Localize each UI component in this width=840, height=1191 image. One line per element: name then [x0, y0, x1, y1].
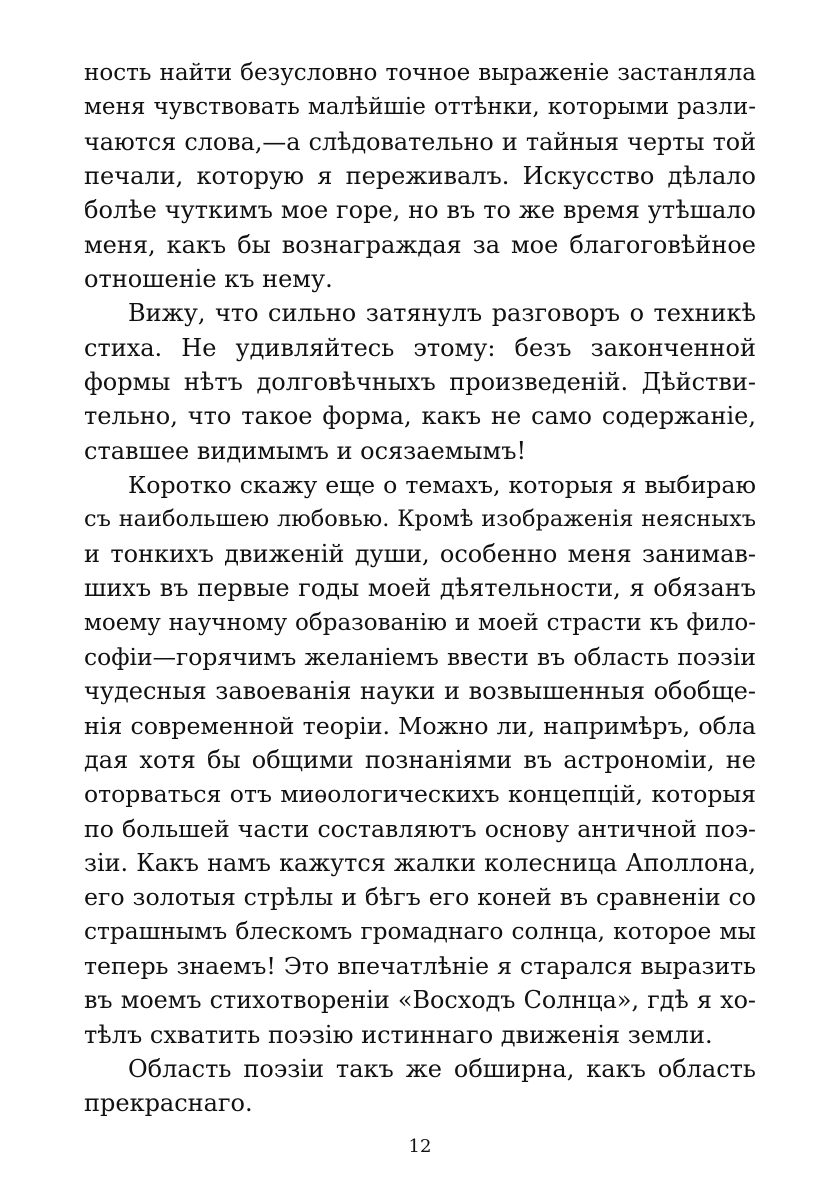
- text-line: его золотыя стрѣлы и бѣгъ его коней въ сравненіи со: [84, 883, 756, 912]
- text-line: въ моемъ стихотвореніи «Восходъ Солнца», гдѣ я хо-: [84, 986, 756, 1015]
- text-line: формы нѣтъ долговѣчныхъ произведеній. Дѣйстви-: [84, 368, 756, 397]
- text-line: тѣлъ схватить поэзію истиннаго движенія земли.: [84, 1020, 713, 1049]
- text-line: чудесныя завоеванія науки и возвышенныя обобще-: [84, 677, 756, 706]
- text-line: ставшее видимымъ и осязаемымъ!: [84, 436, 527, 465]
- text-line: болѣе чуткимъ мое горе, но въ то же время утѣшало: [84, 196, 756, 225]
- text-line: оторваться отъ миѳологическихъ концепцій, которыя: [84, 780, 756, 809]
- text-line: по большей части составляютъ основу античной поэ-: [84, 814, 756, 843]
- text-line: Вижу, что сильно затянулъ разговоръ о техникѣ: [128, 299, 756, 328]
- text-line: меня чувствовать малѣйшіе оттѣнки, которыми разли-: [84, 94, 756, 121]
- text-line: зіи. Какъ намъ кажутся жалки колесница Аполлона,: [84, 848, 756, 877]
- text-line: тельно, что такое форма, какъ не само содержаніе,: [84, 402, 756, 431]
- text-line: меня, какъ бы вознаграждая за мое благоговѣйное: [84, 230, 756, 259]
- paragraph: [84, 296, 756, 468]
- text-line: прекраснаго.: [84, 1089, 253, 1118]
- body-text: [84, 56, 756, 1121]
- text-line: теперь знаемъ! Это впечатлѣніе я старался выразить: [84, 951, 756, 980]
- paragraph: [84, 1052, 756, 1121]
- text-line: дая хотя бы общими познаніями въ астрономіи, не: [84, 745, 756, 774]
- page-number: 12: [408, 1136, 432, 1157]
- text-line: и тонкихъ движеній души, особенно меня занимав-: [84, 539, 756, 568]
- text-line: чаются слова,—а слѣдовательно и тайныя черты той: [84, 127, 756, 156]
- text-line: нія современной теоріи. Можно ли, напримѣръ, обла: [84, 711, 756, 740]
- text-line: ность найти безусловно точное выраженіе застанляла: [84, 60, 756, 86]
- text-line: Коротко скажу еще о темахъ, которыя я выбираю: [128, 471, 756, 500]
- text-line: печали, которую я переживалъ. Искусство дѣлало: [84, 162, 756, 191]
- text-line: шихъ въ первые годы моей дѣятельности, я обязанъ: [84, 574, 756, 603]
- text-line: стиха. Не удивляйтесь этому: безъ законченной: [84, 333, 756, 362]
- paragraph: [84, 56, 756, 296]
- text-line: моему научному образованію и моей страсти къ фило-: [84, 609, 756, 636]
- text-line: страшнымъ блескомъ громаднаго солнца, которое мы: [84, 917, 756, 945]
- text-line: съ наибольшею любовью. Кромѣ изображенія неясныхъ: [84, 506, 756, 533]
- text-line: софіи—горячимъ желаніемъ ввести въ область поэзіи: [84, 642, 756, 671]
- paragraph: [84, 468, 756, 1052]
- text-line: Область поэзіи такъ же обширна, какъ область: [128, 1054, 756, 1083]
- text-line: отношеніе къ нему.: [84, 265, 333, 294]
